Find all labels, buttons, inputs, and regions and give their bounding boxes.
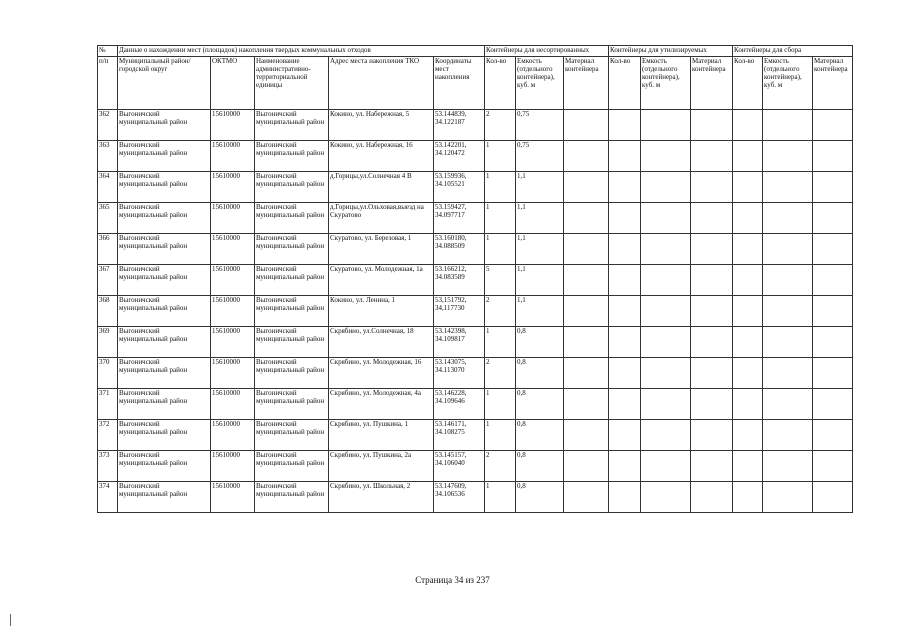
unsorted-count-cell: 2 xyxy=(485,296,516,327)
unsorted-count-cell: 5 xyxy=(485,265,516,296)
row-number: 362 xyxy=(98,110,118,141)
unsorted-count-cell: 1 xyxy=(485,482,516,513)
recycle-capacity-cell xyxy=(641,296,691,327)
admin-unit-cell: Выгоничский муниципальный район xyxy=(255,203,329,234)
table-row xyxy=(98,451,853,482)
header-unsorted-capacity: Емкость (отдельного контейнера), куб. м xyxy=(516,57,564,110)
admin-unit-cell: Выгоничский муниципальный район xyxy=(255,420,329,451)
recycle-capacity-cell xyxy=(641,110,691,141)
unsorted-material-cell xyxy=(564,482,609,513)
unsorted-count-cell: 1 xyxy=(485,327,516,358)
row-number: 371 xyxy=(98,389,118,420)
unsorted-count-cell: 1 xyxy=(485,389,516,420)
collect-count-cell xyxy=(733,420,763,451)
oktmo-cell: 15610000 xyxy=(211,296,255,327)
recycle-material-cell xyxy=(691,110,733,141)
recycle-capacity-cell xyxy=(641,234,691,265)
recycle-capacity-cell xyxy=(641,203,691,234)
oktmo-cell: 15610000 xyxy=(211,265,255,296)
table-row xyxy=(98,420,853,451)
unsorted-capacity-cell: 0,75 xyxy=(516,141,564,172)
coords-cell: 53.159427, 34.097717 xyxy=(434,203,485,234)
header-num: № xyxy=(98,46,118,57)
collect-material-cell xyxy=(813,296,853,327)
district-cell: Выгоничский муниципальный район xyxy=(118,141,211,172)
unsorted-material-cell xyxy=(564,265,609,296)
header-data-title: Данные о нахождении мест (площадок) накопления твердых коммунальных отходов xyxy=(118,46,485,57)
recycle-material-cell xyxy=(691,482,733,513)
waste-sites-table xyxy=(97,45,853,513)
recycle-count-cell xyxy=(609,203,641,234)
recycle-count-cell xyxy=(609,389,641,420)
unsorted-capacity-cell: 0,8 xyxy=(516,327,564,358)
admin-unit-cell: Выгоничский муниципальный район xyxy=(255,296,329,327)
coords-cell: 53.160180, 34.088509 xyxy=(434,234,485,265)
admin-unit-cell: Выгоничский муниципальный район xyxy=(255,358,329,389)
collect-material-cell xyxy=(813,141,853,172)
page-number: Страница 34 из 237 xyxy=(415,575,490,585)
collect-material-cell xyxy=(813,110,853,141)
collect-capacity-cell xyxy=(763,265,813,296)
coords-cell: 53.146171, 34.108275 xyxy=(434,420,485,451)
row-number: 366 xyxy=(98,234,118,265)
header-coords: Координаты мест накопления xyxy=(434,57,485,110)
coords-cell: 53,151792, 34,117730 xyxy=(434,296,485,327)
collect-material-cell xyxy=(813,482,853,513)
collect-count-cell xyxy=(733,451,763,482)
address-cell: Кокино, ул. Набережная, 16 xyxy=(329,141,434,172)
recycle-material-cell xyxy=(691,234,733,265)
recycle-material-cell xyxy=(691,389,733,420)
unsorted-count-cell: 2 xyxy=(485,110,516,141)
admin-unit-cell: Выгоничский муниципальный район xyxy=(255,265,329,296)
header-num-sub: п/п xyxy=(98,57,118,110)
unsorted-material-cell xyxy=(564,451,609,482)
unsorted-capacity-cell: 0,8 xyxy=(516,358,564,389)
collect-material-cell xyxy=(813,327,853,358)
oktmo-cell: 15610000 xyxy=(211,141,255,172)
row-number: 365 xyxy=(98,203,118,234)
collect-capacity-cell xyxy=(763,203,813,234)
collect-count-cell xyxy=(733,327,763,358)
coords-cell: 53.142398, 34.109817 xyxy=(434,327,485,358)
unsorted-count-cell: 1 xyxy=(485,141,516,172)
table-row xyxy=(98,358,853,389)
admin-unit-cell: Выгоничский муниципальный район xyxy=(255,172,329,203)
coords-cell: 53.147609, 34.106536 xyxy=(434,482,485,513)
row-number: 372 xyxy=(98,420,118,451)
collect-capacity-cell xyxy=(763,296,813,327)
address-cell: Кокино, ул. Ленина, 1 xyxy=(329,296,434,327)
unsorted-material-cell xyxy=(564,327,609,358)
collect-material-cell xyxy=(813,451,853,482)
unsorted-capacity-cell: 1,1 xyxy=(516,265,564,296)
page-edge-mark xyxy=(10,614,11,626)
district-cell: Выгоничский муниципальный район xyxy=(118,110,211,141)
recycle-count-cell xyxy=(609,172,641,203)
oktmo-cell: 15610000 xyxy=(211,420,255,451)
address-cell: Скрябино, ул. Молодежная, 4а xyxy=(329,389,434,420)
recycle-material-cell xyxy=(691,265,733,296)
address-cell: Скрябино, ул. Пушкина, 1 xyxy=(329,420,434,451)
collect-capacity-cell xyxy=(763,172,813,203)
unsorted-material-cell xyxy=(564,389,609,420)
oktmo-cell: 15610000 xyxy=(211,358,255,389)
collect-capacity-cell xyxy=(763,451,813,482)
table-row xyxy=(98,141,853,172)
coords-cell: 53.159936, 34.105521 xyxy=(434,172,485,203)
district-cell: Выгоничский муниципальный район xyxy=(118,420,211,451)
district-cell: Выгоничский муниципальный район xyxy=(118,482,211,513)
unsorted-capacity-cell: 0,8 xyxy=(516,420,564,451)
collect-material-cell xyxy=(813,172,853,203)
recycle-count-cell xyxy=(609,420,641,451)
table-row xyxy=(98,327,853,358)
recycle-material-cell xyxy=(691,451,733,482)
collect-capacity-cell xyxy=(763,234,813,265)
collect-count-cell xyxy=(733,141,763,172)
district-cell: Выгоничский муниципальный район xyxy=(118,327,211,358)
unsorted-material-cell xyxy=(564,358,609,389)
oktmo-cell: 15610000 xyxy=(211,110,255,141)
recycle-count-cell xyxy=(609,234,641,265)
oktmo-cell: 15610000 xyxy=(211,234,255,265)
oktmo-cell: 15610000 xyxy=(211,172,255,203)
row-number: 363 xyxy=(98,141,118,172)
header-recycle: Контейнеры для утилизируемых xyxy=(609,46,733,57)
unsorted-capacity-cell: 1,1 xyxy=(516,234,564,265)
collect-count-cell xyxy=(733,265,763,296)
address-cell: д.Горицы,ул.Солнечная 4 В xyxy=(329,172,434,203)
unsorted-capacity-cell: 0,75 xyxy=(516,110,564,141)
recycle-capacity-cell xyxy=(641,482,691,513)
header-oktmo: ОКТМО xyxy=(211,57,255,110)
recycle-material-cell xyxy=(691,327,733,358)
unsorted-count-cell: 2 xyxy=(485,358,516,389)
admin-unit-cell: Выгоничский муниципальный район xyxy=(255,327,329,358)
recycle-count-cell xyxy=(609,265,641,296)
unsorted-count-cell: 1 xyxy=(485,203,516,234)
oktmo-cell: 15610000 xyxy=(211,389,255,420)
header-collect: Контейнеры для сбора xyxy=(733,46,853,57)
address-cell: Скрябино, ул. Молодежная, 16 xyxy=(329,358,434,389)
address-cell: Скрябино, ул. Школьная, 2 xyxy=(329,482,434,513)
collect-count-cell xyxy=(733,110,763,141)
collect-count-cell xyxy=(733,172,763,203)
collect-count-cell xyxy=(733,482,763,513)
unsorted-capacity-cell: 1,1 xyxy=(516,172,564,203)
table-row xyxy=(98,389,853,420)
collect-count-cell xyxy=(733,296,763,327)
table-row xyxy=(98,482,853,513)
district-cell: Выгоничский муниципальный район xyxy=(118,172,211,203)
collect-count-cell xyxy=(733,203,763,234)
recycle-count-cell xyxy=(609,110,641,141)
header-columns-row xyxy=(98,57,853,110)
recycle-capacity-cell xyxy=(641,420,691,451)
oktmo-cell: 15610000 xyxy=(211,482,255,513)
recycle-capacity-cell xyxy=(641,141,691,172)
unsorted-capacity-cell: 0,8 xyxy=(516,389,564,420)
row-number: 368 xyxy=(98,296,118,327)
unsorted-material-cell xyxy=(564,172,609,203)
address-cell: Скуратово, ул. Березовая, 1 xyxy=(329,234,434,265)
collect-material-cell xyxy=(813,420,853,451)
coords-cell: 53.142201, 34.120472 xyxy=(434,141,485,172)
header-unsorted-count: Кол-во xyxy=(485,57,516,110)
coords-cell: 53.143075, 34.113070 xyxy=(434,358,485,389)
oktmo-cell: 15610000 xyxy=(211,451,255,482)
table-row xyxy=(98,110,853,141)
district-cell: Выгоничский муниципальный район xyxy=(118,358,211,389)
row-number: 370 xyxy=(98,358,118,389)
header-unsorted-material: Материал контейнера xyxy=(564,57,609,110)
collect-capacity-cell xyxy=(763,327,813,358)
collect-material-cell xyxy=(813,203,853,234)
collect-capacity-cell xyxy=(763,110,813,141)
admin-unit-cell: Выгоничский муниципальный район xyxy=(255,389,329,420)
collect-capacity-cell xyxy=(763,389,813,420)
recycle-capacity-cell xyxy=(641,265,691,296)
address-cell: Кокино, ул. Набережная, 5 xyxy=(329,110,434,141)
admin-unit-cell: Выгоничский муниципальный район xyxy=(255,482,329,513)
header-district: Муниципальный район/городской округ xyxy=(118,57,211,110)
unsorted-count-cell: 2 xyxy=(485,451,516,482)
coords-cell: 53.146228, 34.109646 xyxy=(434,389,485,420)
district-cell: Выгоничский муниципальный район xyxy=(118,234,211,265)
collect-capacity-cell xyxy=(763,141,813,172)
oktmo-cell: 15610000 xyxy=(211,203,255,234)
recycle-count-cell xyxy=(609,141,641,172)
recycle-material-cell xyxy=(691,296,733,327)
row-number: 367 xyxy=(98,265,118,296)
district-cell: Выгоничский муниципальный район xyxy=(118,451,211,482)
collect-count-cell xyxy=(733,234,763,265)
collect-material-cell xyxy=(813,234,853,265)
header-recycle-material: Материал контейнера xyxy=(691,57,733,110)
unsorted-capacity-cell: 0,8 xyxy=(516,482,564,513)
recycle-material-cell xyxy=(691,203,733,234)
collect-material-cell xyxy=(813,358,853,389)
header-collect-count: Кол-во xyxy=(733,57,763,110)
collect-capacity-cell xyxy=(763,482,813,513)
row-number: 364 xyxy=(98,172,118,203)
recycle-count-cell xyxy=(609,358,641,389)
unsorted-material-cell xyxy=(564,420,609,451)
table-row xyxy=(98,296,853,327)
header-collect-material: Материал контейнера xyxy=(813,57,853,110)
recycle-material-cell xyxy=(691,358,733,389)
oktmo-cell: 15610000 xyxy=(211,327,255,358)
header-unsorted: Контейнеры для несортированных xyxy=(485,46,609,57)
collect-count-cell xyxy=(733,389,763,420)
address-cell: Скрябино, ул.Солнечная, 18 xyxy=(329,327,434,358)
recycle-capacity-cell xyxy=(641,389,691,420)
recycle-count-cell xyxy=(609,327,641,358)
unsorted-capacity-cell: 1,1 xyxy=(516,296,564,327)
address-cell: д.Горицы,ул.Ольховая,выезд на Скуратово xyxy=(329,203,434,234)
recycle-count-cell xyxy=(609,482,641,513)
header-collect-capacity: Емкость (отдельного контейнера), куб. м xyxy=(763,57,813,110)
unsorted-count-cell: 1 xyxy=(485,172,516,203)
unsorted-count-cell: 1 xyxy=(485,234,516,265)
recycle-capacity-cell xyxy=(641,451,691,482)
table-row xyxy=(98,265,853,296)
unsorted-material-cell xyxy=(564,203,609,234)
recycle-count-cell xyxy=(609,296,641,327)
unsorted-capacity-cell: 1,1 xyxy=(516,203,564,234)
header-recycle-count: Кол-во xyxy=(609,57,641,110)
district-cell: Выгоничский муниципальный район xyxy=(118,296,211,327)
admin-unit-cell: Выгоничский муниципальный район xyxy=(255,234,329,265)
header-address: Адрес места накопления ТКО xyxy=(329,57,434,110)
recycle-material-cell xyxy=(691,172,733,203)
row-number: 369 xyxy=(98,327,118,358)
district-cell: Выгоничский муниципальный район xyxy=(118,203,211,234)
recycle-material-cell xyxy=(691,420,733,451)
header-admin-unit: Наименование административно-территориальной единицы xyxy=(255,57,329,110)
collect-count-cell xyxy=(733,358,763,389)
header-group-row xyxy=(98,46,853,57)
row-number: 373 xyxy=(98,451,118,482)
collect-capacity-cell xyxy=(763,420,813,451)
unsorted-capacity-cell: 0,8 xyxy=(516,451,564,482)
recycle-capacity-cell xyxy=(641,327,691,358)
collect-material-cell xyxy=(813,389,853,420)
row-number: 374 xyxy=(98,482,118,513)
address-cell: Скуратово, ул. Молодежная, 1а xyxy=(329,265,434,296)
collect-material-cell xyxy=(813,265,853,296)
coords-cell: 53.166212, 34.083589 xyxy=(434,265,485,296)
recycle-capacity-cell xyxy=(641,172,691,203)
coords-cell: 53.144839, 34.122187 xyxy=(434,110,485,141)
header-recycle-capacity: Емкость (отдельного контейнера), куб. м xyxy=(641,57,691,110)
unsorted-material-cell xyxy=(564,141,609,172)
district-cell: Выгоничский муниципальный район xyxy=(118,265,211,296)
recycle-material-cell xyxy=(691,141,733,172)
unsorted-material-cell xyxy=(564,296,609,327)
recycle-capacity-cell xyxy=(641,358,691,389)
coords-cell: 53.145157, 34.106040 xyxy=(434,451,485,482)
address-cell: Скрябино, ул. Пушкина, 2а xyxy=(329,451,434,482)
table-row xyxy=(98,172,853,203)
recycle-count-cell xyxy=(609,451,641,482)
admin-unit-cell: Выгоничский муниципальный район xyxy=(255,141,329,172)
table-row xyxy=(98,203,853,234)
collect-capacity-cell xyxy=(763,358,813,389)
admin-unit-cell: Выгоничский муниципальный район xyxy=(255,110,329,141)
table-row xyxy=(98,234,853,265)
unsorted-material-cell xyxy=(564,110,609,141)
admin-unit-cell: Выгоничский муниципальный район xyxy=(255,451,329,482)
unsorted-count-cell: 1 xyxy=(485,420,516,451)
district-cell: Выгоничский муниципальный район xyxy=(118,389,211,420)
unsorted-material-cell xyxy=(564,234,609,265)
